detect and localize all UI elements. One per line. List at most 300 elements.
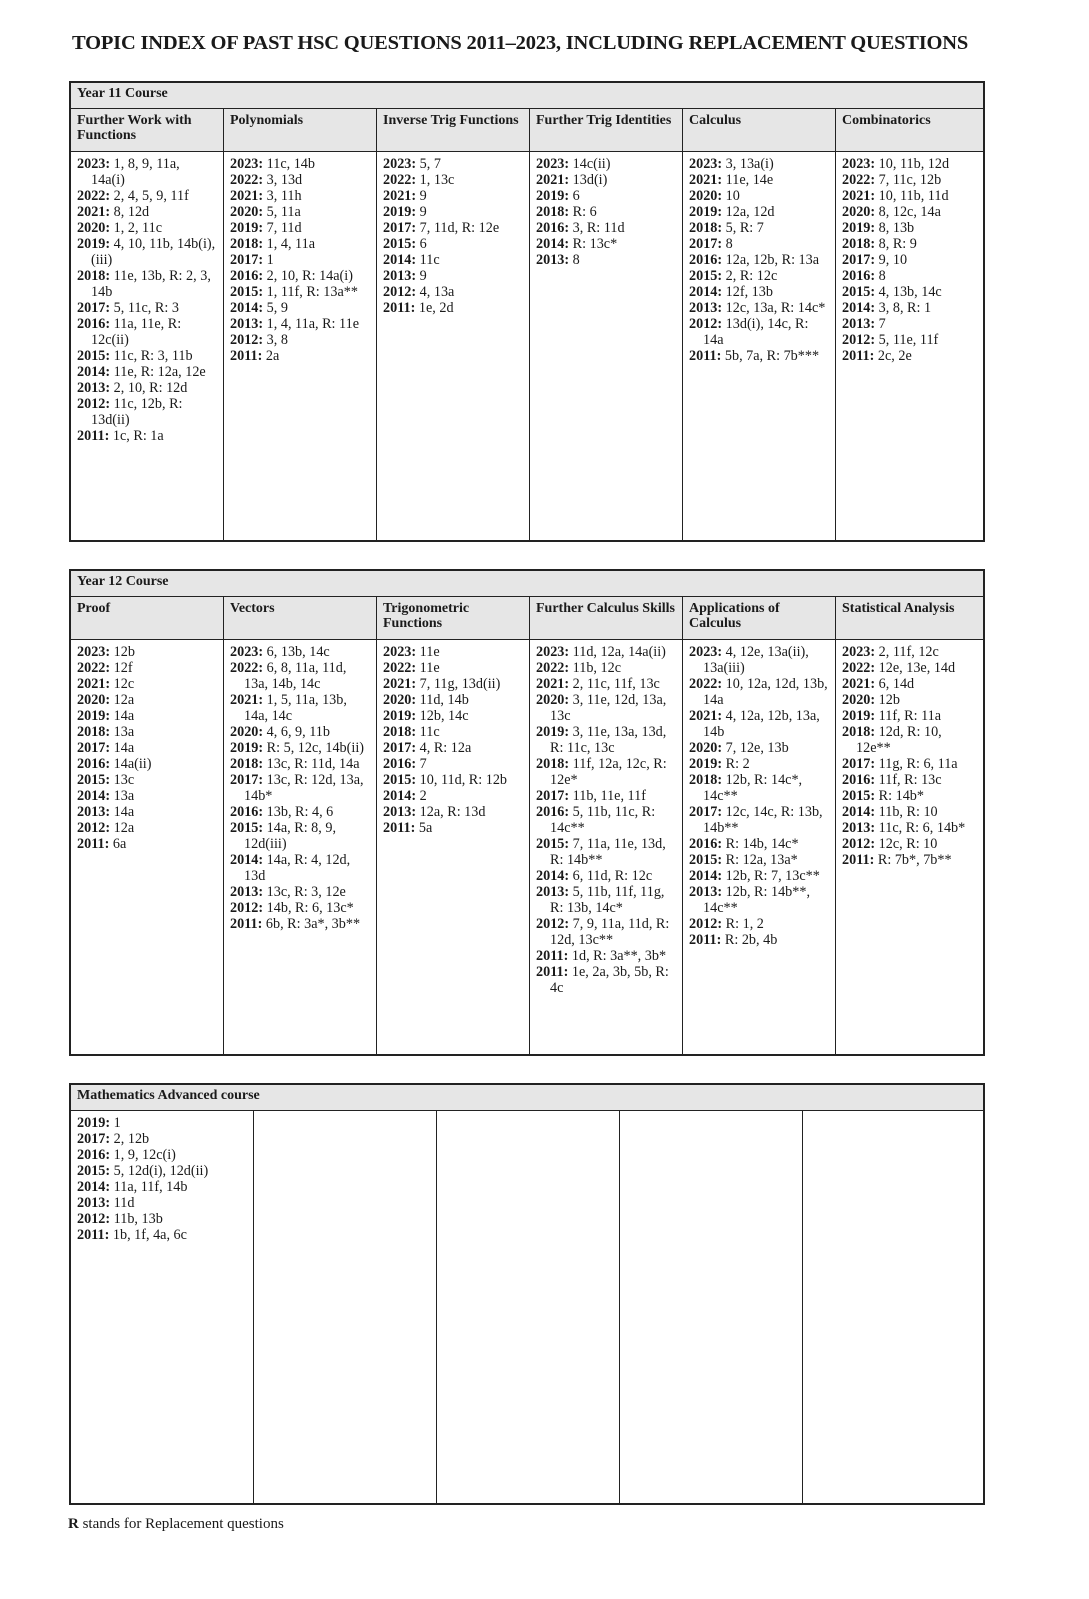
entry-questions: 6a bbox=[109, 836, 127, 852]
entry-year: 2015: bbox=[77, 1163, 111, 1179]
entry-year: 2017: bbox=[77, 1131, 111, 1147]
index-entry bbox=[383, 252, 523, 268]
entry-year: 2017: bbox=[383, 740, 417, 756]
entry-year: 2023: bbox=[536, 156, 570, 172]
index-entry bbox=[536, 692, 676, 724]
entry-questions: 12c, 14c, R: 13b, 14b** bbox=[703, 804, 823, 836]
entry-questions: 12a bbox=[110, 820, 135, 836]
entry-year: 2021: bbox=[842, 676, 876, 692]
index-entry bbox=[77, 1147, 247, 1163]
index-entry bbox=[383, 204, 523, 220]
entry-questions: R: 14b, 14c* bbox=[722, 836, 799, 852]
entry-year: 2011: bbox=[842, 852, 875, 868]
index-entry bbox=[536, 188, 676, 204]
entry-year: 2015: bbox=[689, 268, 723, 284]
index-entry bbox=[383, 708, 523, 724]
entry-year: 2020: bbox=[230, 204, 264, 220]
entry-questions: 12b bbox=[875, 692, 900, 708]
entry-year: 2017: bbox=[230, 252, 264, 268]
entry-year: 2020: bbox=[383, 692, 417, 708]
entry-year: 2013: bbox=[77, 1195, 111, 1211]
index-entry bbox=[536, 676, 676, 692]
entry-questions: 14a, R: 4, 12d, 13d bbox=[244, 852, 351, 884]
year12-column-headers bbox=[71, 597, 983, 640]
entry-year: 2016: bbox=[230, 804, 264, 820]
footnote bbox=[68, 1516, 284, 1533]
entry-questions: 12a, R: 13d bbox=[416, 804, 486, 820]
entry-questions: 9 bbox=[416, 204, 427, 220]
entry-year: 2011: bbox=[536, 964, 569, 980]
index-entry bbox=[383, 676, 523, 692]
entry-questions: 11f, R: 13c bbox=[875, 772, 942, 788]
entry-questions: 6 bbox=[569, 188, 580, 204]
entry-questions: 7, 12e, 13b bbox=[722, 740, 789, 756]
index-entry bbox=[842, 252, 977, 268]
index-entry bbox=[689, 644, 829, 676]
entry-questions: 6, 14d bbox=[875, 676, 915, 692]
index-entry bbox=[689, 188, 829, 204]
entry-questions: 2, 12b bbox=[110, 1131, 150, 1147]
entry-questions: 7, 11c, 12b bbox=[875, 172, 942, 188]
advanced-empty-column bbox=[437, 1111, 620, 1503]
entry-year: 2013: bbox=[689, 884, 723, 900]
entry-year: 2014: bbox=[689, 284, 723, 300]
entry-questions: 3, 13d bbox=[263, 172, 303, 188]
entry-questions: 11d, 12a, 14a(ii) bbox=[569, 644, 666, 660]
index-entry bbox=[77, 756, 217, 772]
advanced-empty-column bbox=[620, 1111, 803, 1503]
entry-questions: 13d(i) bbox=[569, 172, 608, 188]
index-entry bbox=[77, 724, 217, 740]
index-entry bbox=[536, 788, 676, 804]
entry-year: 2019: bbox=[842, 220, 876, 236]
entry-questions: 11b, 12c bbox=[569, 660, 621, 676]
entry-year: 2022: bbox=[842, 660, 876, 676]
index-entry bbox=[842, 660, 977, 676]
index-entry bbox=[383, 644, 523, 660]
index-entry bbox=[536, 868, 676, 884]
index-entry bbox=[842, 708, 977, 724]
index-entry bbox=[536, 804, 676, 836]
index-entry bbox=[689, 836, 829, 852]
page-title: TOPIC INDEX OF PAST HSC QUESTIONS 2011–2023, INCLUDING REPLACEMENT QUESTIONS bbox=[72, 32, 969, 54]
index-entry bbox=[77, 788, 217, 804]
entry-year: 2012: bbox=[230, 332, 264, 348]
index-entry bbox=[536, 660, 676, 676]
index-entry bbox=[689, 284, 829, 300]
index-entry bbox=[77, 660, 217, 676]
footnote-letter: R bbox=[68, 1516, 79, 1532]
entry-year: 2016: bbox=[77, 316, 111, 332]
entry-year: 2012: bbox=[689, 916, 723, 932]
entry-questions: R: 12a, 13a* bbox=[722, 852, 798, 868]
index-entry bbox=[383, 188, 523, 204]
index-entry bbox=[230, 884, 370, 900]
index-entry bbox=[383, 236, 523, 252]
entry-year: 2021: bbox=[77, 676, 111, 692]
index-entry bbox=[689, 300, 829, 316]
entry-year: 2018: bbox=[77, 268, 111, 284]
entry-questions: 7, 11a, 11e, 13d, R: 14b** bbox=[550, 836, 666, 868]
entry-year: 2015: bbox=[77, 348, 111, 364]
entry-questions: 2, 4, 5, 9, 11f bbox=[110, 188, 189, 204]
index-entry bbox=[842, 836, 977, 852]
entry-questions: 2, 11f, 12c bbox=[875, 644, 939, 660]
entry-questions: 2a bbox=[262, 348, 280, 364]
entry-questions: 11c, 14b bbox=[263, 156, 315, 172]
entry-year: 2023: bbox=[536, 644, 570, 660]
index-entry bbox=[842, 268, 977, 284]
entry-year: 2013: bbox=[77, 380, 111, 396]
index-entry bbox=[77, 820, 217, 836]
index-entry bbox=[689, 316, 829, 348]
footnote-text: stands for Replacement questions bbox=[78, 1516, 284, 1532]
entry-questions: 7 bbox=[875, 316, 886, 332]
entry-year: 2016: bbox=[77, 756, 111, 772]
index-entry bbox=[230, 852, 370, 884]
index-entry bbox=[77, 708, 217, 724]
entry-questions: 4, 13b, 14c bbox=[875, 284, 942, 300]
entry-year: 2012: bbox=[383, 284, 417, 300]
entry-year: 2016: bbox=[842, 268, 876, 284]
entry-questions: 4, 12e, 13a(ii), 13a(iii) bbox=[703, 644, 809, 676]
entry-year: 2021: bbox=[842, 188, 876, 204]
entry-year: 2018: bbox=[230, 756, 264, 772]
entry-questions: 11b, 11e, 11f bbox=[569, 788, 646, 804]
topic-column bbox=[836, 152, 983, 541]
entry-year: 2015: bbox=[536, 836, 570, 852]
index-entry bbox=[77, 1131, 247, 1147]
index-entry bbox=[842, 788, 977, 804]
entry-questions: 12b, R: 14b**, 14c** bbox=[703, 884, 810, 916]
entry-year: 2021: bbox=[536, 172, 570, 188]
entry-year: 2016: bbox=[230, 268, 264, 284]
entry-questions: 5a bbox=[415, 820, 433, 836]
index-entry bbox=[230, 804, 370, 820]
entry-year: 2012: bbox=[842, 332, 876, 348]
entry-questions: 6b, R: 3a*, 3b** bbox=[262, 916, 361, 932]
entry-year: 2022: bbox=[842, 172, 876, 188]
entry-year: 2021: bbox=[230, 692, 264, 708]
index-entry bbox=[383, 804, 523, 820]
entry-questions: 1, 9, 12c(i) bbox=[110, 1147, 176, 1163]
index-entry bbox=[689, 236, 829, 252]
entry-questions: 5, 11e, 11f bbox=[875, 332, 939, 348]
entry-year: 2012: bbox=[689, 316, 723, 332]
entry-questions: 2, R: 12c bbox=[722, 268, 778, 284]
entry-year: 2011: bbox=[842, 348, 875, 364]
index-entry bbox=[230, 820, 370, 852]
entry-questions: 1 bbox=[110, 1115, 121, 1131]
year11-table bbox=[69, 81, 985, 542]
index-entry bbox=[842, 692, 977, 708]
entry-questions: 1, 11f, R: 13a** bbox=[263, 284, 358, 300]
entry-year: 2014: bbox=[842, 804, 876, 820]
entry-questions: 9 bbox=[416, 268, 427, 284]
entry-questions: 5, 11a bbox=[263, 204, 301, 220]
entry-year: 2015: bbox=[689, 852, 723, 868]
index-entry bbox=[77, 772, 217, 788]
entry-questions: 8, 13b bbox=[875, 220, 915, 236]
entry-year: 2020: bbox=[842, 692, 876, 708]
entry-questions: 1, 13c bbox=[416, 172, 455, 188]
entry-year: 2018: bbox=[842, 724, 876, 740]
entry-questions: 13c, R: 3, 12e bbox=[263, 884, 346, 900]
entry-year: 2017: bbox=[77, 740, 111, 756]
column-header: Further Work with Functions bbox=[71, 109, 224, 151]
entry-year: 2018: bbox=[689, 772, 723, 788]
entry-questions: 12e, 13e, 14d bbox=[875, 660, 956, 676]
advanced-table-title: Mathematics Advanced course bbox=[71, 1085, 983, 1111]
topic-column bbox=[224, 640, 377, 1055]
entry-questions: 3, 8 bbox=[263, 332, 288, 348]
entry-questions: 5, 9 bbox=[263, 300, 288, 316]
index-entry bbox=[77, 1211, 247, 1227]
index-entry bbox=[689, 156, 829, 172]
index-entry bbox=[77, 300, 217, 316]
entry-year: 2013: bbox=[536, 252, 570, 268]
index-entry bbox=[689, 932, 829, 948]
index-entry bbox=[383, 172, 523, 188]
entry-year: 2023: bbox=[77, 644, 111, 660]
column-header: Applications of Calculus bbox=[683, 597, 836, 639]
entry-questions: 10, 12a, 12d, 13b, 14a bbox=[703, 676, 828, 708]
entry-questions: 1, 8, 9, 11a, 14a(i) bbox=[91, 156, 180, 188]
index-entry bbox=[230, 268, 370, 284]
entry-year: 2022: bbox=[77, 660, 111, 676]
index-entry bbox=[230, 188, 370, 204]
index-entry bbox=[536, 836, 676, 868]
entry-year: 2019: bbox=[230, 220, 264, 236]
index-entry bbox=[77, 836, 217, 852]
entry-questions: 2, 11c, 11f, 13c bbox=[569, 676, 660, 692]
entry-questions: 11e, 13b, R: 2, 3, 14b bbox=[91, 268, 211, 300]
entry-questions: 3, 11e, 13a, 13d, R: 11c, 13c bbox=[550, 724, 667, 756]
entry-questions: 11d bbox=[110, 1195, 135, 1211]
entry-questions: R: 13c* bbox=[569, 236, 618, 252]
entry-year: 2011: bbox=[77, 1227, 110, 1243]
index-entry bbox=[689, 708, 829, 740]
index-entry bbox=[689, 852, 829, 868]
entry-year: 2019: bbox=[536, 188, 570, 204]
index-entry bbox=[536, 204, 676, 220]
year11-column-headers bbox=[71, 109, 983, 152]
entry-questions: 11e bbox=[416, 660, 440, 676]
entry-year: 2017: bbox=[842, 252, 876, 268]
index-entry bbox=[77, 236, 217, 268]
index-entry bbox=[383, 820, 523, 836]
entry-year: 2020: bbox=[689, 188, 723, 204]
entry-year: 2023: bbox=[689, 644, 723, 660]
entry-questions: 14c(ii) bbox=[569, 156, 611, 172]
entry-questions: 2, 10, R: 12d bbox=[110, 380, 188, 396]
column-header: Vectors bbox=[224, 597, 377, 639]
index-entry bbox=[536, 724, 676, 756]
entry-year: 2022: bbox=[536, 660, 570, 676]
index-entry bbox=[383, 268, 523, 284]
entry-questions: 12c, R: 10 bbox=[875, 836, 938, 852]
entry-questions: 13c bbox=[110, 772, 135, 788]
entry-questions: 1d, R: 3a**, 3b* bbox=[568, 948, 667, 964]
index-entry bbox=[383, 788, 523, 804]
index-entry bbox=[842, 724, 977, 756]
entry-questions: 10, 11d, R: 12b bbox=[416, 772, 508, 788]
entry-year: 2011: bbox=[77, 428, 110, 444]
index-entry bbox=[689, 740, 829, 756]
index-entry bbox=[536, 252, 676, 268]
entry-questions: 11f, 12a, 12c, R: 12e* bbox=[550, 756, 667, 788]
entry-questions: R: 2 bbox=[722, 756, 750, 772]
entry-questions: 4, R: 12a bbox=[416, 740, 472, 756]
entry-year: 2011: bbox=[77, 836, 110, 852]
index-entry bbox=[230, 900, 370, 916]
index-entry bbox=[842, 156, 977, 172]
index-entry bbox=[383, 220, 523, 236]
index-entry bbox=[689, 916, 829, 932]
entry-questions: 3, 11h bbox=[263, 188, 302, 204]
entry-questions: 3, 11e, 12d, 13a, 13c bbox=[550, 692, 667, 724]
entry-questions: 11e bbox=[416, 644, 440, 660]
index-entry bbox=[77, 676, 217, 692]
entry-questions: 13a bbox=[110, 788, 135, 804]
topic-column bbox=[224, 152, 377, 541]
entry-year: 2013: bbox=[77, 804, 111, 820]
index-entry bbox=[842, 204, 977, 220]
index-entry bbox=[842, 852, 977, 868]
entry-questions: 12f bbox=[110, 660, 133, 676]
column-header: Combinatorics bbox=[842, 113, 931, 128]
entry-year: 2022: bbox=[689, 676, 723, 692]
index-entry bbox=[842, 756, 977, 772]
entry-questions: 5, 11c, R: 3 bbox=[110, 300, 179, 316]
entry-year: 2023: bbox=[230, 644, 264, 660]
entry-year: 2021: bbox=[230, 188, 264, 204]
year12-table bbox=[69, 569, 985, 1056]
entry-questions: 11a, 11e, R: 12c(ii) bbox=[91, 316, 182, 348]
entry-year: 2019: bbox=[77, 1115, 111, 1131]
entry-questions: 10 bbox=[722, 188, 740, 204]
year12-columns bbox=[71, 640, 983, 1055]
entry-questions: 7, 11g, 13d(ii) bbox=[416, 676, 501, 692]
entry-questions: 1c, R: 1a bbox=[109, 428, 164, 444]
entry-year: 2017: bbox=[536, 788, 570, 804]
entry-year: 2018: bbox=[689, 220, 723, 236]
entry-questions: 6, 11d, R: 12c bbox=[569, 868, 653, 884]
entry-year: 2013: bbox=[689, 300, 723, 316]
entry-year: 2019: bbox=[383, 708, 417, 724]
entry-year: 2014: bbox=[842, 300, 876, 316]
entry-questions: 12b, R: 7, 13c** bbox=[722, 868, 820, 884]
column-header: Polynomials bbox=[224, 109, 377, 151]
index-entry bbox=[230, 916, 370, 932]
index-entry bbox=[842, 348, 977, 364]
entry-questions: 13d(i), 14c, R: 14a bbox=[703, 316, 809, 348]
entry-year: 2015: bbox=[77, 772, 111, 788]
entry-year: 2015: bbox=[230, 284, 264, 300]
entry-year: 2014: bbox=[77, 788, 111, 804]
entry-questions: 4, 12a, 12b, 13a, 14b bbox=[703, 708, 820, 740]
entry-questions: 1, 4, 11a bbox=[263, 236, 315, 252]
entry-year: 2021: bbox=[536, 676, 570, 692]
entry-year: 2019: bbox=[536, 724, 570, 740]
index-entry bbox=[842, 188, 977, 204]
entry-questions: 8, R: 9 bbox=[875, 236, 917, 252]
entry-questions: 11b, 13b bbox=[110, 1211, 163, 1227]
entry-questions: 8, 12d bbox=[110, 204, 150, 220]
entry-questions: 13b, R: 4, 6 bbox=[263, 804, 334, 820]
entry-questions: 7, 11d, R: 12e bbox=[416, 220, 500, 236]
index-entry bbox=[689, 884, 829, 916]
entry-questions: 12c bbox=[110, 676, 135, 692]
entry-year: 2016: bbox=[383, 756, 417, 772]
index-entry bbox=[842, 236, 977, 252]
entry-questions: 11f, R: 11a bbox=[875, 708, 942, 724]
entry-year: 2017: bbox=[842, 756, 876, 772]
index-entry bbox=[230, 772, 370, 804]
year11-columns bbox=[71, 152, 983, 541]
index-entry bbox=[77, 804, 217, 820]
entry-year: 2016: bbox=[689, 252, 723, 268]
entry-questions: 14a(ii) bbox=[110, 756, 152, 772]
index-entry bbox=[383, 156, 523, 172]
entry-year: 2023: bbox=[230, 156, 264, 172]
entry-year: 2023: bbox=[842, 644, 876, 660]
entry-questions: 6, 13b, 14c bbox=[263, 644, 330, 660]
year12-table-title: Year 12 Course bbox=[71, 571, 983, 597]
entry-year: 2012: bbox=[77, 396, 111, 412]
entry-year: 2021: bbox=[689, 172, 723, 188]
index-entry bbox=[689, 756, 829, 772]
entry-questions: 7, 9, 11a, 11d, R: 12d, 13c** bbox=[550, 916, 670, 948]
column-header: Inverse Trig Functions bbox=[377, 109, 530, 151]
index-entry bbox=[77, 1115, 247, 1131]
entry-questions: 12f, 13b bbox=[722, 284, 773, 300]
entry-questions: 14a bbox=[110, 740, 135, 756]
entry-year: 2013: bbox=[230, 316, 264, 332]
entry-questions: 5b, 7a, R: 7b*** bbox=[721, 348, 820, 364]
entry-year: 2019: bbox=[230, 740, 264, 756]
entry-year: 2019: bbox=[77, 236, 111, 252]
entry-year: 2020: bbox=[77, 692, 111, 708]
entry-questions: 12c, 13a, R: 14c* bbox=[722, 300, 826, 316]
entry-year: 2023: bbox=[383, 644, 417, 660]
index-entry bbox=[842, 316, 977, 332]
index-entry bbox=[842, 676, 977, 692]
entry-questions: 4, 6, 9, 11b bbox=[263, 724, 330, 740]
index-entry bbox=[383, 772, 523, 788]
index-entry bbox=[77, 316, 217, 348]
entry-questions: 8 bbox=[569, 252, 580, 268]
index-entry bbox=[77, 220, 217, 236]
index-entry bbox=[77, 268, 217, 300]
entry-questions: 5, 11b, 11c, R: 14c** bbox=[550, 804, 656, 836]
index-entry bbox=[230, 156, 370, 172]
entry-questions: 2, 10, R: 14a(i) bbox=[263, 268, 353, 284]
index-entry bbox=[230, 332, 370, 348]
entry-questions: 5, 12d(i), 12d(ii) bbox=[110, 1163, 209, 1179]
index-entry bbox=[77, 380, 217, 396]
entry-questions: 1 bbox=[263, 252, 274, 268]
entry-year: 2014: bbox=[689, 868, 723, 884]
index-entry bbox=[77, 188, 217, 204]
entry-questions: 1e, 2a, 3b, 5b, R: 4c bbox=[550, 964, 669, 996]
entry-questions: 11c, 12b, R: 13d(ii) bbox=[91, 396, 183, 428]
index-entry bbox=[689, 348, 829, 364]
entry-year: 2015: bbox=[230, 820, 264, 836]
entry-questions: 13a bbox=[110, 724, 135, 740]
entry-questions: 3, R: 11d bbox=[569, 220, 625, 236]
entry-year: 2020: bbox=[230, 724, 264, 740]
